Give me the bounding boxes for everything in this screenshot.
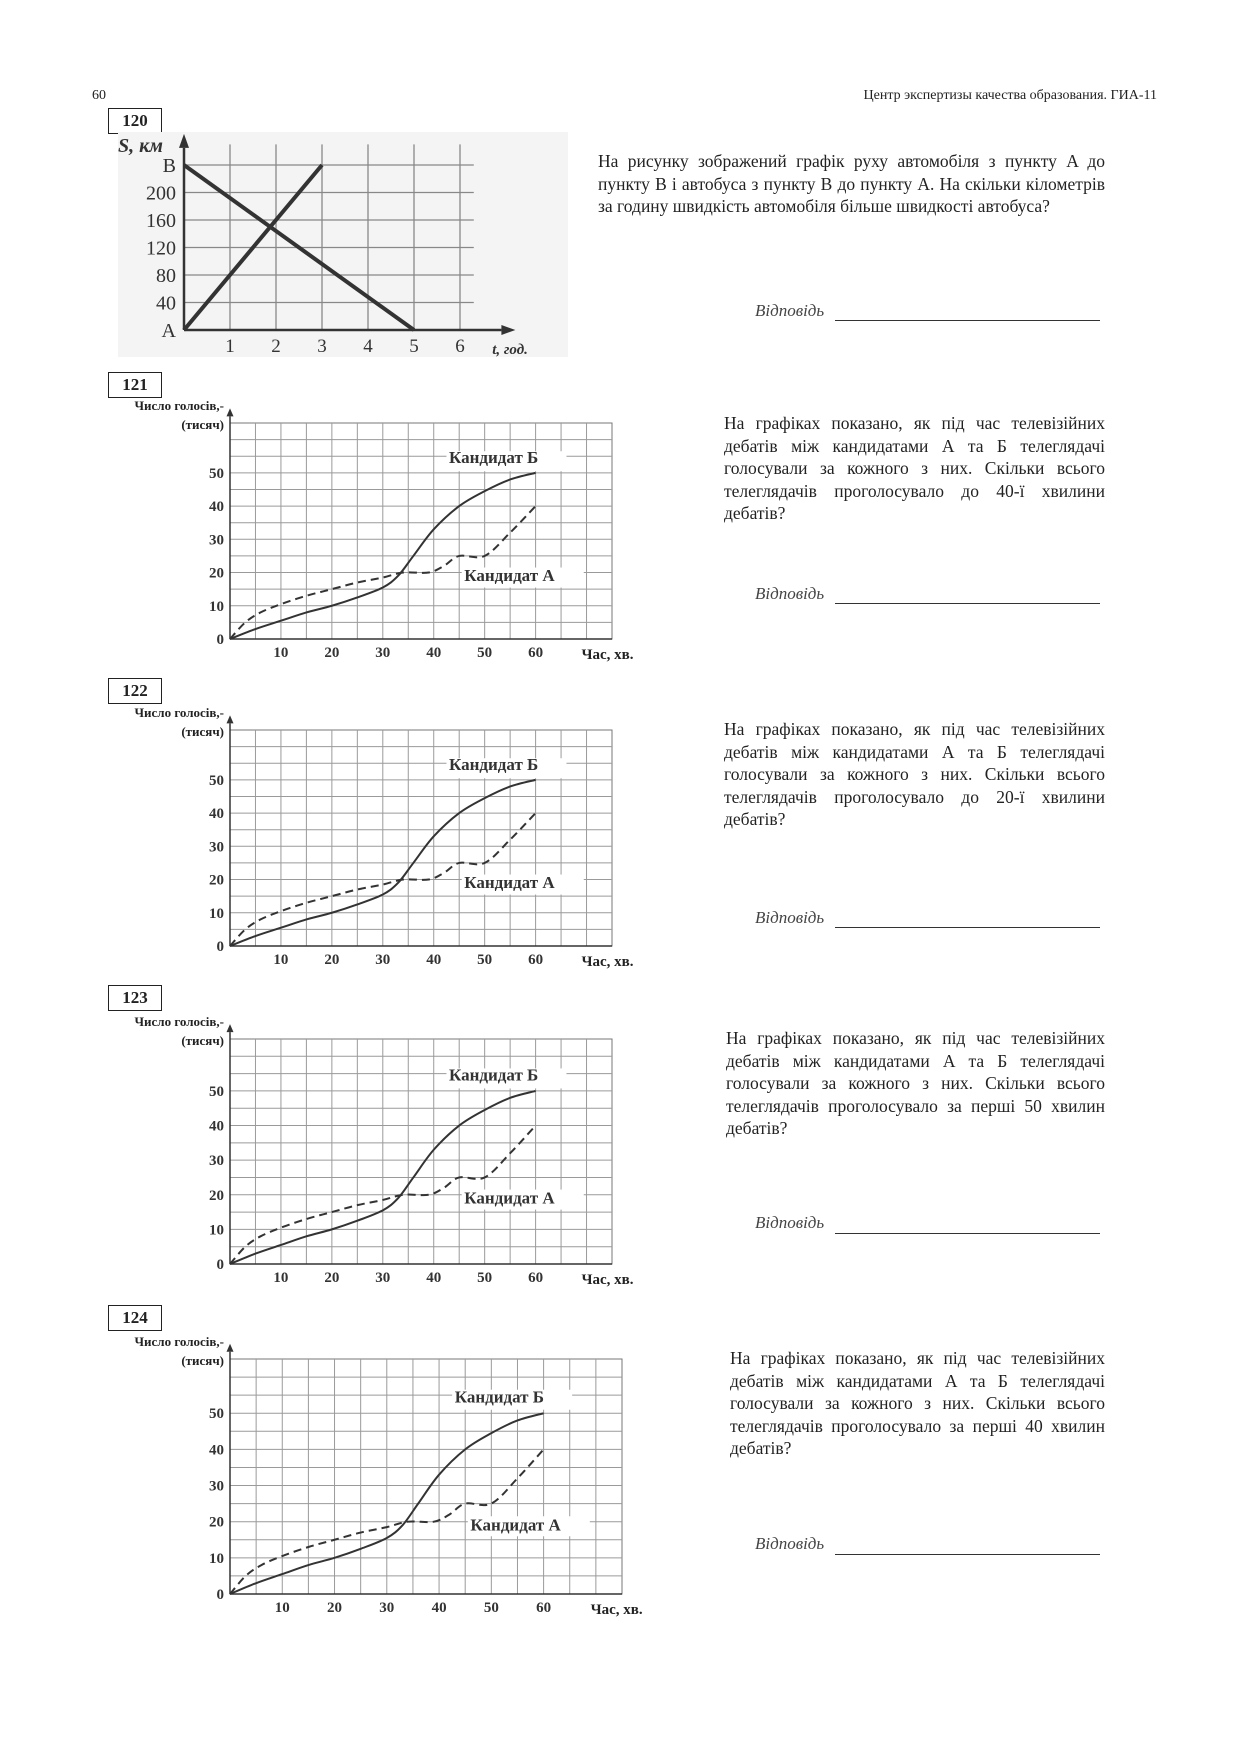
candidate-a-label: Кандидат А — [464, 565, 555, 585]
y-axis-label: Число голосів,- — [134, 1334, 224, 1349]
y-tick-label: 0 — [216, 1587, 224, 1603]
y-axis-arrow — [227, 1024, 234, 1032]
x-tick-label: 10 — [273, 952, 289, 968]
y-tick-label: B — [162, 155, 176, 177]
x-tick-label: 4 — [363, 336, 373, 357]
y-tick-label: 120 — [146, 237, 176, 260]
votes-chart-123 — [115, 1012, 675, 1297]
task-number-120: 120 — [108, 108, 162, 134]
x-tick-label: 6 — [455, 336, 465, 357]
y-axis-arrow — [227, 408, 234, 416]
question-text-122: На графіках показано, як під час телевізійних дебатів між кандидатами А та Б телеглядачі голосували за кожного з них. Скільки всього телеглядачів проголосувало до 20-ї хвилини дебатів? — [724, 719, 1105, 829]
x-tick-label: 20 — [324, 645, 340, 661]
y-tick-label: 30 — [209, 1153, 224, 1170]
y-tick-label: A — [161, 320, 176, 342]
answer-label-121: Відповідь — [755, 584, 825, 603]
answer-label-124: Відповідь — [755, 1534, 825, 1553]
y-tick-label: 40 — [209, 1442, 224, 1459]
candidate-a-label: Кандидат А — [464, 872, 555, 892]
y-tick-label: 10 — [209, 1550, 224, 1567]
y-tick-label: 80 — [156, 265, 176, 287]
y-axis-label-unit: (тисяч) — [181, 1353, 224, 1368]
y-tick-label: 30 — [209, 839, 224, 856]
y-axis-label-unit: (тисяч) — [181, 1033, 224, 1048]
x-axis-label: Час, хв. — [590, 1602, 643, 1618]
x-tick-label: 50 — [483, 1600, 499, 1616]
candidate-b-label: Кандидат Б — [449, 754, 539, 774]
answer-label-123: Відповідь — [755, 1213, 825, 1232]
y-axis-label-unit: (тисяч) — [181, 724, 224, 739]
y-tick-label: 10 — [209, 905, 224, 922]
y-tick-label: 50 — [209, 465, 224, 482]
question-text-123: На графіках показано, як під час телевізійних дебатів між кандидатами А та Б телеглядачі голосували за кожного з них. Скільки всього телеглядачів проголосувало за перші 50 хвилин дебатів? — [726, 1028, 1105, 1138]
x-tick-label: 40 — [426, 952, 442, 968]
x-tick-label: 30 — [375, 645, 391, 661]
y-tick-label: 30 — [209, 1478, 224, 1495]
y-tick-label: 50 — [209, 1406, 224, 1423]
question-text-120: На рисунку зображений графік руху автомобіля з пункту A до пункту B і автобуса з пункту B до пункту A. На скільки кілометрів за годину швидкість автомобіля більше швидкості автобуса? — [598, 151, 1105, 216]
y-axis-arrow — [227, 1344, 234, 1352]
candidate-b-label: Кандидат Б — [454, 1387, 545, 1407]
x-tick-label: 40 — [426, 1270, 442, 1286]
answer-label-122: Відповідь — [755, 908, 825, 927]
y-tick-label: 40 — [209, 499, 224, 516]
answer-field-121[interactable] — [835, 603, 1100, 604]
x-tick-label: 2 — [271, 336, 281, 357]
task-number-124: 124 — [108, 1305, 162, 1331]
x-tick-label: 60 — [528, 645, 544, 661]
x-tick-label: 10 — [274, 1600, 290, 1616]
x-tick-label: 20 — [324, 952, 340, 968]
x-axis-label: Час, хв. — [581, 954, 634, 970]
y-tick-label: 20 — [209, 1514, 224, 1531]
x-tick-label: 50 — [477, 952, 493, 968]
answer-field-122[interactable] — [835, 927, 1100, 928]
y-tick-label: 40 — [156, 292, 176, 315]
answer-field-124[interactable] — [835, 1554, 1100, 1555]
votes-chart-121 — [115, 396, 675, 672]
x-tick-label: 10 — [273, 645, 289, 661]
x-tick-label: 3 — [317, 336, 327, 357]
x-axis-label: Час, хв. — [581, 1272, 634, 1288]
x-axis-label: t, год. — [492, 342, 528, 357]
answer-field-123[interactable] — [835, 1233, 1100, 1234]
y-tick-label: 0 — [216, 1257, 224, 1273]
y-tick-label: 10 — [209, 598, 224, 615]
x-tick-label: 30 — [375, 952, 391, 968]
task-number-123: 123 — [108, 985, 162, 1011]
x-tick-label: 30 — [379, 1600, 395, 1616]
page-number: 60 — [92, 88, 106, 103]
y-axis-arrow — [227, 715, 234, 723]
y-axis-label: S, км — [118, 135, 163, 157]
y-tick-label: 50 — [209, 1083, 224, 1100]
y-tick-label: 0 — [216, 939, 224, 955]
y-tick-label: 0 — [216, 632, 224, 648]
x-tick-label: 50 — [477, 645, 493, 661]
answer-label-120: Відповідь — [755, 301, 825, 320]
x-tick-label: 60 — [536, 1600, 552, 1616]
y-tick-label: 10 — [209, 1222, 224, 1239]
x-tick-label: 60 — [528, 1270, 544, 1286]
task-number-121: 121 — [108, 372, 162, 398]
question-text-121: На графіках показано, як під час телевізійних дебатів між кандидатами А та Б телеглядачі голосували за кожного з них. Скільки всього телеглядачів проголосувало до 40-ї хвилини дебатів? — [724, 413, 1105, 523]
page-header: Центр экспертизы качества образования. ГИА-11 — [863, 88, 1157, 103]
motion-chart — [118, 132, 568, 357]
y-tick-label: 20 — [209, 1187, 224, 1204]
x-axis-label: Час, хв. — [581, 647, 634, 663]
x-tick-label: 20 — [327, 1600, 343, 1616]
x-tick-label: 60 — [528, 952, 544, 968]
question-text-124: На графіках показано, як під час телевізійних дебатів між кандидатами А та Б телеглядачі голосували за кожного з них. Скільки всього телеглядачів проголосувало за перші 40 хвилин дебатів? — [730, 1348, 1105, 1458]
y-axis-label: Число голосів,- — [134, 1014, 224, 1029]
task-number-122: 122 — [108, 678, 162, 704]
x-tick-label: 40 — [426, 645, 442, 661]
x-tick-label: 1 — [225, 336, 235, 357]
y-tick-label: 160 — [146, 210, 176, 232]
answer-field-120[interactable] — [835, 320, 1100, 321]
candidate-a-label: Кандидат А — [464, 1188, 555, 1208]
x-tick-label: 20 — [324, 1270, 340, 1286]
y-tick-label: 30 — [209, 532, 224, 549]
y-tick-label: 40 — [209, 806, 224, 823]
x-tick-label: 10 — [273, 1270, 289, 1286]
y-axis-label-unit: (тисяч) — [181, 417, 224, 432]
y-tick-label: 20 — [209, 565, 224, 582]
x-tick-label: 40 — [431, 1600, 447, 1616]
x-tick-label: 50 — [477, 1270, 493, 1286]
votes-chart-124 — [115, 1332, 685, 1627]
y-tick-label: 50 — [209, 772, 224, 789]
y-axis-label: Число голосів,- — [134, 705, 224, 720]
candidate-b-label: Кандидат Б — [449, 447, 539, 467]
candidate-b-label: Кандидат Б — [449, 1065, 539, 1085]
y-tick-label: 20 — [209, 872, 224, 889]
x-tick-label: 5 — [409, 336, 419, 357]
votes-chart-122 — [115, 703, 675, 979]
y-tick-label: 40 — [209, 1118, 224, 1135]
y-axis-label: Число голосів,- — [134, 398, 224, 413]
y-tick-label: 200 — [146, 182, 176, 205]
x-tick-label: 30 — [375, 1270, 391, 1286]
candidate-a-label: Кандидат А — [470, 1515, 561, 1535]
